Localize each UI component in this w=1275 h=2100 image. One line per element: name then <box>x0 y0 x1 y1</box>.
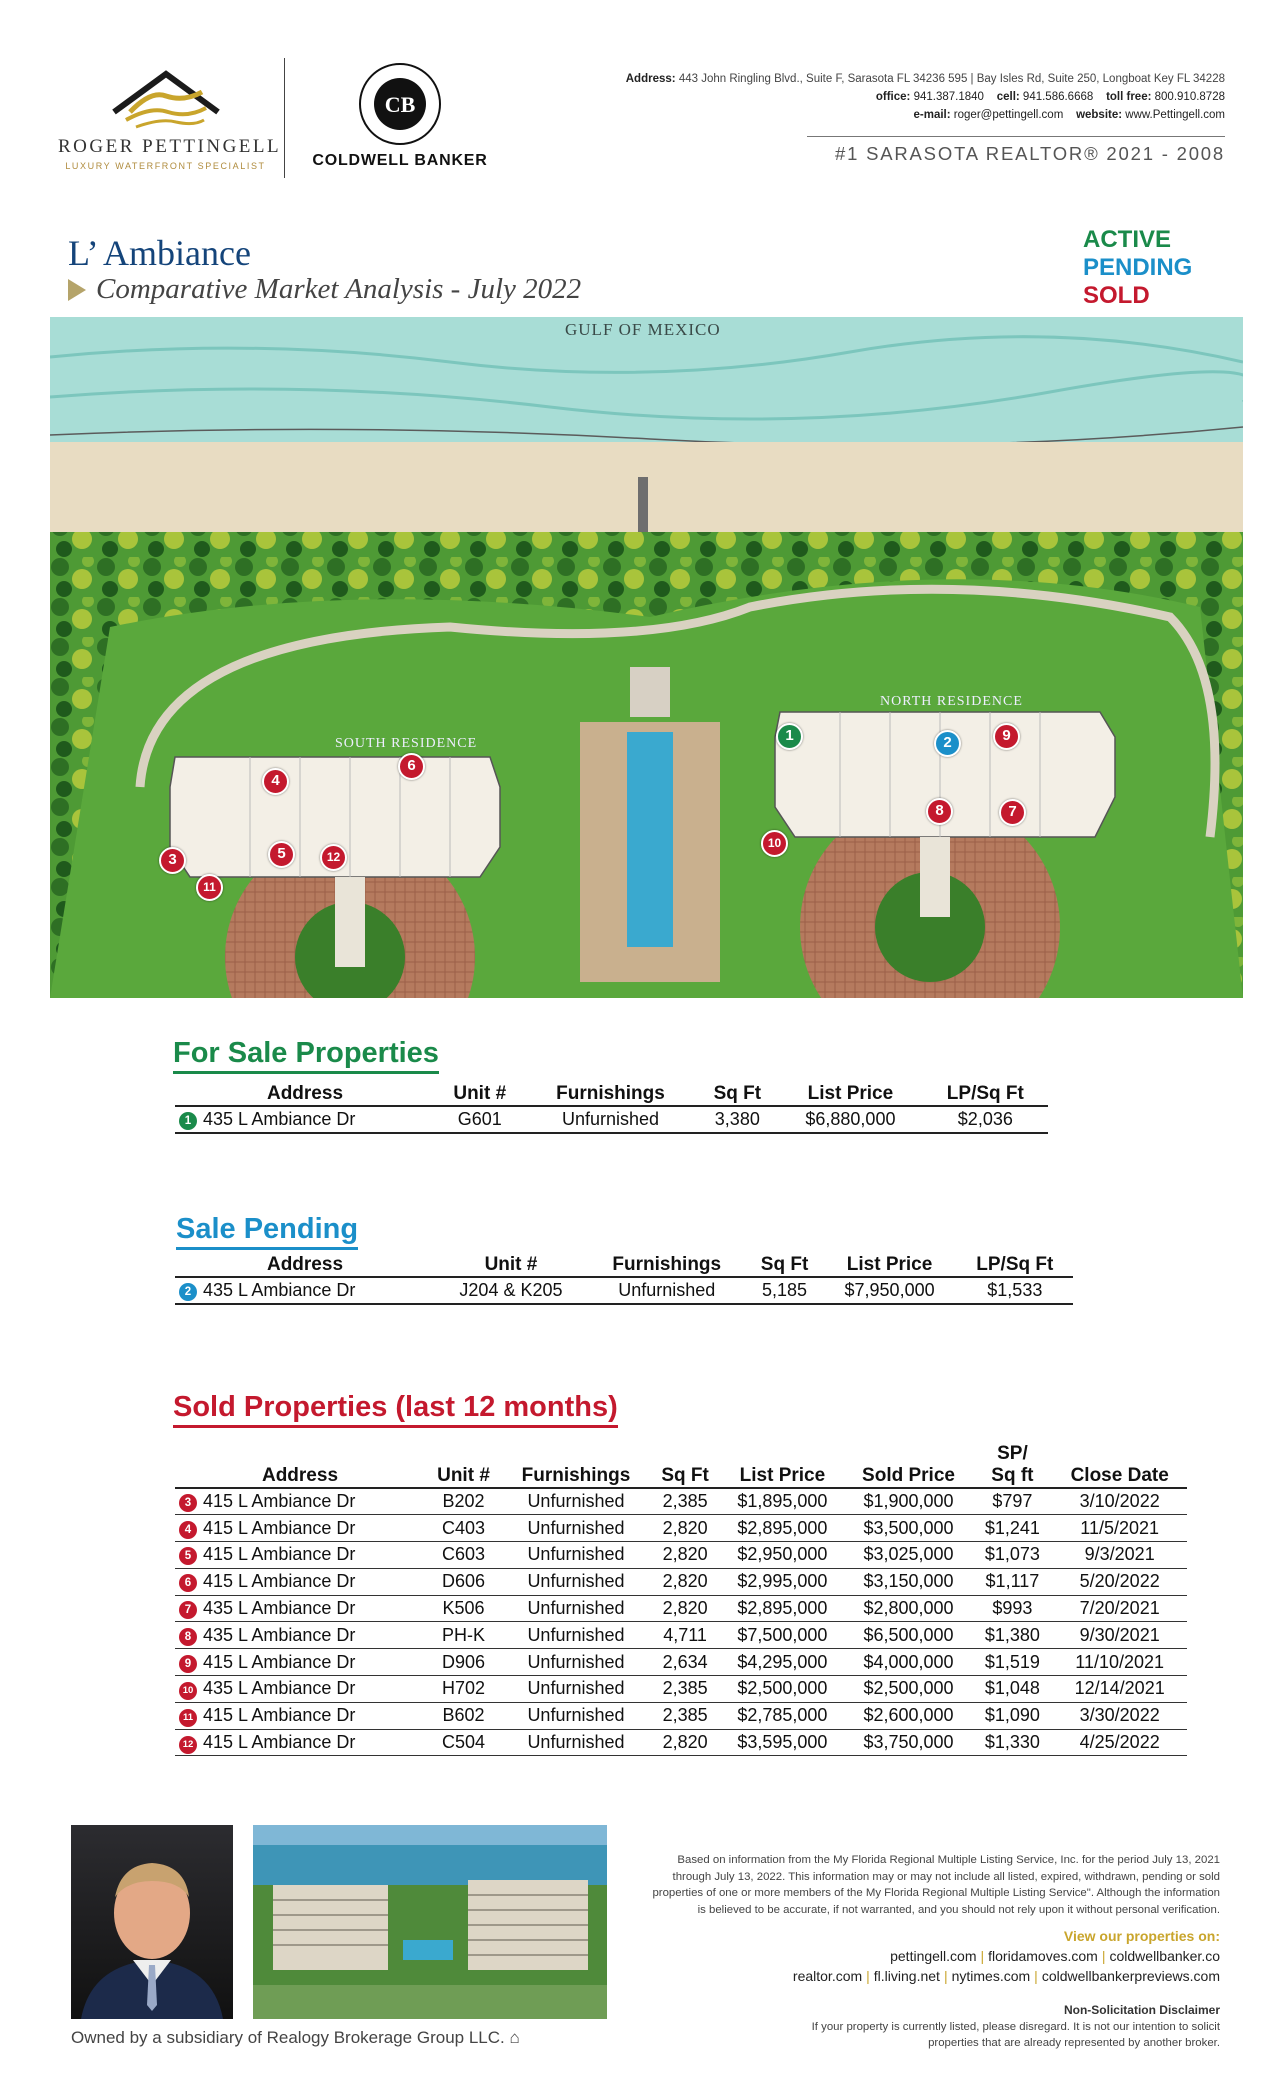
list-price-cell: $2,895,000 <box>737 1598 828 1619</box>
col-list-price: List Price <box>807 1083 894 1104</box>
close-date-cell: 5/20/2022 <box>1079 1571 1160 1592</box>
furnishings-cell: Unfurnished <box>527 1491 625 1512</box>
sold-price-cell: $4,000,000 <box>863 1651 954 1672</box>
status-number-badge: 2 <box>179 1283 197 1301</box>
unit-cell: C403 <box>441 1517 486 1538</box>
table-row[interactable] <box>175 1277 1073 1304</box>
property-links-row-1 <box>890 1948 1220 1964</box>
address-text: 435 L Ambiance Dr <box>203 1677 356 1698</box>
status-number-badge: 1 <box>179 1112 197 1130</box>
sold-price-cell: $2,600,000 <box>863 1705 954 1726</box>
sp-sqft-cell: $1,048 <box>984 1678 1040 1699</box>
sp-sqft-cell: $1,380 <box>984 1624 1040 1645</box>
map-pin-2[interactable]: 2 <box>934 730 961 757</box>
table-row[interactable] <box>175 1729 1187 1756</box>
global-luxury-badge-icon <box>358 62 442 146</box>
address-cell <box>175 1277 435 1304</box>
sqft-cell: 4,711 <box>663 1624 707 1645</box>
sqft-cell: 2,385 <box>662 1491 708 1512</box>
address-cell <box>175 1649 425 1676</box>
furnishings-cell: Unfurnished <box>527 1705 625 1726</box>
map-pin-8[interactable]: 8 <box>926 798 953 825</box>
website-link[interactable]: www.Pettingell.com <box>1125 109 1225 121</box>
close-date-cell: 11/10/2021 <box>1075 1651 1165 1672</box>
lp-sqft-cell: $1,533 <box>987 1280 1043 1300</box>
list-price-cell: $2,785,000 <box>737 1705 828 1726</box>
link-separator: | <box>980 1948 985 1964</box>
link-floridamoves[interactable]: floridamoves.com <box>988 1948 1098 1964</box>
legend-sold: SOLD <box>1083 282 1150 309</box>
website-label: website: <box>1076 109 1123 121</box>
legend-pending: PENDING <box>1083 254 1193 281</box>
list-price-cell: $7,500,000 <box>737 1624 828 1645</box>
address-text: 435 L Ambiance Dr <box>203 1109 356 1129</box>
sp-sqft-cell: $1,330 <box>984 1732 1040 1753</box>
table-header-row <box>175 1443 1187 1488</box>
address-text: 415 L Ambiance Dr <box>203 1731 356 1752</box>
logo-divider <box>284 58 285 178</box>
sqft-cell: 2,820 <box>662 1732 708 1753</box>
table-row[interactable] <box>175 1568 1187 1595</box>
sp-sqft-cell: $993 <box>992 1598 1033 1619</box>
unit-cell: H702 <box>441 1678 486 1699</box>
close-date-cell: 9/3/2021 <box>1084 1544 1155 1565</box>
list-price-cell: $2,895,000 <box>737 1517 828 1538</box>
furnishings-cell: Unfurnished <box>527 1517 625 1538</box>
sold-price-cell: $3,750,000 <box>863 1732 954 1753</box>
owned-by-label: Owned by a subsidiary of Realogy Brokerage Group LLC. <box>71 2028 505 2047</box>
sqft-cell: 2,820 <box>662 1517 708 1538</box>
sqft-cell: 2,385 <box>662 1705 708 1726</box>
col-close-date: Close Date <box>1070 1465 1169 1486</box>
for-sale-table <box>175 1083 1048 1134</box>
partner-name: COLDWELL BANKER <box>312 152 488 169</box>
col-lp-sqft: LP/Sq Ft <box>946 1083 1024 1104</box>
coldwell-banker-logo <box>300 62 500 182</box>
sold-properties-title: Sold Properties (last 12 months) <box>173 1391 618 1423</box>
col-unit: Unit # <box>484 1254 538 1275</box>
lp-sqft-cell: $2,036 <box>957 1109 1013 1129</box>
table-row[interactable] <box>175 1515 1187 1542</box>
col-sqft: Sq Ft <box>661 1465 709 1486</box>
close-date-cell: 11/5/2021 <box>1080 1517 1160 1538</box>
address-cell <box>175 1568 425 1595</box>
sp-sqft-cell: $1,117 <box>985 1571 1040 1592</box>
col-furnishings: Furnishings <box>612 1254 722 1275</box>
equal-housing-icon: ⌂ <box>509 2028 520 2047</box>
contact-block <box>525 70 1225 124</box>
link-realtor[interactable]: realtor.com <box>792 1968 863 1984</box>
for-sale-title: For Sale Properties <box>173 1037 439 1069</box>
table-header-row <box>175 1083 1048 1106</box>
furnishings-cell: Unfurnished <box>527 1571 625 1592</box>
unit-cell: D606 <box>441 1571 486 1592</box>
address-text: 415 L Ambiance Dr <box>203 1651 356 1672</box>
link-nytimes[interactable]: nytimes.com <box>951 1968 1031 1984</box>
furnishings-cell: Unfurnished <box>527 1598 625 1619</box>
table-row[interactable] <box>175 1622 1187 1649</box>
address-text: 435 L Ambiance Dr <box>203 1598 356 1619</box>
map-pin-12[interactable]: 12 <box>320 844 347 871</box>
col-address: Address <box>266 1254 344 1275</box>
address-text: 415 L Ambiance Dr <box>203 1517 356 1538</box>
table-row[interactable] <box>175 1542 1187 1569</box>
address-text: 443 John Ringling Blvd., Suite F, Sarasota FL 34236 595 | Bay Isles Rd, Suite 250, Longboat Key FL 34228 <box>678 73 1225 85</box>
address-cell <box>175 1622 425 1649</box>
address-cell <box>175 1515 425 1542</box>
tollfree-label: toll free: <box>1106 91 1152 103</box>
sale-pending-title: Sale Pending <box>176 1213 359 1245</box>
north-residence-label: NORTH RESIDENCE <box>880 694 1023 709</box>
subtitle-text: Comparative Market Analysis - July 2022 <box>96 273 582 305</box>
table-row[interactable] <box>175 1106 1048 1133</box>
col-sold-price: Sold Price <box>862 1465 955 1486</box>
list-price-cell: $7,950,000 <box>844 1280 935 1300</box>
table-row[interactable] <box>175 1649 1187 1676</box>
close-date-cell: 9/30/2021 <box>1079 1624 1160 1645</box>
sold-price-cell: $6,500,000 <box>863 1624 954 1645</box>
unit-cell: D906 <box>441 1651 486 1672</box>
status-number-badge: 10 <box>179 1682 197 1700</box>
close-date-cell: 7/20/2021 <box>1079 1598 1160 1619</box>
sp-sqft-cell: $1,241 <box>984 1517 1040 1538</box>
map-pin-4[interactable]: 4 <box>262 768 289 795</box>
address-cell <box>175 1488 425 1515</box>
link-coldwellbanker[interactable]: coldwellbanker.co <box>1109 1948 1220 1964</box>
address-text: 435 L Ambiance Dr <box>203 1280 356 1300</box>
unit-cell: K506 <box>442 1598 485 1619</box>
status-number-badge: 8 <box>179 1628 197 1646</box>
list-price-cell: $2,950,000 <box>737 1544 828 1565</box>
triangle-bullet-icon <box>68 279 86 301</box>
close-date-cell: 3/10/2022 <box>1079 1491 1160 1512</box>
list-price-cell: $2,500,000 <box>737 1678 828 1699</box>
col-sp-sqft-line1: SP/ <box>997 1443 1028 1464</box>
unit-cell: G601 <box>457 1109 502 1129</box>
address-cell <box>175 1595 425 1622</box>
list-price-cell: $2,995,000 <box>737 1571 828 1592</box>
col-sqft: Sq Ft <box>760 1254 809 1275</box>
col-list-price: List Price <box>846 1254 933 1275</box>
phone-line <box>525 88 1225 106</box>
address-cell <box>175 1676 425 1703</box>
col-unit: Unit # <box>453 1083 507 1104</box>
roof-wave-icon <box>106 62 226 132</box>
col-furnishings: Furnishings <box>521 1465 631 1486</box>
sold-properties-table <box>175 1443 1187 1756</box>
sqft-cell: 3,380 <box>714 1109 760 1129</box>
col-address: Address <box>266 1083 344 1104</box>
cell-phone[interactable]: 941.586.6668 <box>1022 91 1094 103</box>
nonsolicitation-title: Non-Solicitation Disclaimer <box>1063 2003 1220 2017</box>
list-price-cell: $1,895,000 <box>737 1491 828 1512</box>
sold-price-cell: $3,025,000 <box>863 1544 954 1565</box>
address-text: 415 L Ambiance Dr <box>203 1571 356 1592</box>
address-cell <box>175 1542 425 1569</box>
sale-pending-table <box>175 1254 1073 1305</box>
status-number-badge: 6 <box>179 1574 197 1592</box>
furnishings-cell: Unfurnished <box>527 1651 625 1672</box>
sqft-cell: 2,820 <box>662 1571 708 1592</box>
close-date-cell: 4/25/2022 <box>1079 1732 1160 1753</box>
col-furnishings: Furnishings <box>556 1083 665 1104</box>
address-text: 415 L Ambiance Dr <box>203 1491 356 1512</box>
status-legend <box>1083 226 1192 310</box>
unit-cell: J204 & K205 <box>459 1280 563 1300</box>
map-pin-6[interactable]: 6 <box>398 753 425 780</box>
link-separator: | <box>1101 1948 1106 1964</box>
office-label: office: <box>875 91 911 103</box>
link-separator: | <box>943 1968 948 1984</box>
furnishings-cell: Unfurnished <box>527 1732 625 1753</box>
address-cell <box>175 1702 425 1729</box>
furnishings-cell: Unfurnished <box>561 1109 660 1129</box>
brand-tagline: LUXURY WATERFRONT SPECIALIST <box>65 161 266 171</box>
map-pin-11[interactable]: 11 <box>196 874 223 901</box>
nonsolicitation-text: If your property is currently listed, please disregard. It is not our intention to solicit properties that are already represented by another broker. <box>811 2021 1220 2049</box>
table-row[interactable] <box>175 1676 1187 1703</box>
address-text: 415 L Ambiance Dr <box>203 1704 356 1725</box>
status-number-badge: 11 <box>179 1709 197 1727</box>
sqft-cell: 5,185 <box>762 1280 808 1300</box>
agent-photo <box>71 1825 233 2019</box>
status-number-badge: 12 <box>179 1736 197 1754</box>
email-link[interactable]: roger@pettingell.com <box>953 109 1064 121</box>
list-price-cell: $3,595,000 <box>737 1732 828 1753</box>
col-sp-sqft-line2: Sq ft <box>991 1465 1034 1486</box>
col-sqft: Sq Ft <box>713 1083 762 1104</box>
sold-price-cell: $2,500,000 <box>863 1678 954 1699</box>
sp-sqft-cell: $797 <box>992 1491 1033 1512</box>
address-text: 435 L Ambiance Dr <box>203 1624 356 1645</box>
link-pettingell[interactable]: pettingell.com <box>890 1948 977 1964</box>
sp-sqft-cell: $1,519 <box>984 1651 1040 1672</box>
table-row[interactable] <box>175 1595 1187 1622</box>
address-cell <box>175 1729 425 1756</box>
sp-sqft-cell: $1,090 <box>984 1705 1040 1726</box>
contact-divider <box>807 136 1225 137</box>
map-pin-7[interactable]: 7 <box>999 799 1026 826</box>
status-number-badge: 9 <box>179 1655 197 1673</box>
south-residence-label: SOUTH RESIDENCE <box>335 736 478 751</box>
sold-price-cell: $2,800,000 <box>863 1598 954 1619</box>
brand-name: ROGER PETTINGELL <box>58 136 282 157</box>
furnishings-cell: Unfurnished <box>527 1624 625 1645</box>
sqft-cell: 2,820 <box>662 1544 708 1565</box>
table-row[interactable] <box>175 1702 1187 1729</box>
close-date-cell: 12/14/2021 <box>1074 1678 1165 1699</box>
unit-cell: PH-K <box>442 1624 486 1645</box>
legend-active: ACTIVE <box>1083 226 1172 253</box>
status-number-badge: 4 <box>179 1521 197 1539</box>
cell-label: cell: <box>996 91 1020 103</box>
map-pin-5[interactable]: 5 <box>268 841 295 868</box>
address-label: Address: <box>625 73 676 85</box>
unit-cell: C504 <box>441 1732 486 1753</box>
status-number-badge: 7 <box>179 1601 197 1619</box>
map-pin-10[interactable]: 10 <box>761 830 788 857</box>
map-pin-1[interactable]: 1 <box>776 723 803 750</box>
col-list-price: List Price <box>739 1465 826 1486</box>
list-price-cell: $6,880,000 <box>805 1109 896 1129</box>
roger-pettingell-logo <box>58 62 282 182</box>
agent-portrait-icon <box>71 1825 233 2019</box>
col-unit: Unit # <box>437 1465 490 1486</box>
owned-by-text <box>71 2028 520 2048</box>
address-line <box>525 70 1225 88</box>
link-separator: | <box>866 1968 870 1984</box>
unit-cell: C603 <box>441 1544 486 1565</box>
sp-sqft-cell: $1,073 <box>984 1544 1040 1565</box>
property-links-row-2 <box>793 1968 1220 1984</box>
address-cell <box>175 1106 435 1133</box>
view-properties-label: View our properties on: <box>1063 1928 1220 1944</box>
status-number-badge: 5 <box>179 1547 197 1565</box>
furnishings-cell: Unfurnished <box>618 1280 716 1300</box>
page-subtitle <box>68 273 581 306</box>
ranking-text: #1 SARASOTA REALTOR® 2021 - 2008 <box>834 143 1225 164</box>
gulf-label: GULF OF MEXICO <box>565 320 721 339</box>
office-phone[interactable]: 941.387.1840 <box>913 91 984 103</box>
property-aerial-photo <box>253 1825 607 2019</box>
sold-price-cell: $1,900,000 <box>863 1491 954 1512</box>
link-cbpreviews[interactable]: coldwellbankerpreviews.com <box>1041 1968 1220 1984</box>
site-plan-map <box>50 317 1243 998</box>
furnishings-cell: Unfurnished <box>527 1544 625 1565</box>
sqft-cell: 2,820 <box>662 1598 708 1619</box>
status-number-badge: 3 <box>179 1494 197 1512</box>
list-price-cell: $4,295,000 <box>737 1651 828 1672</box>
col-address: Address <box>261 1465 339 1486</box>
table-row[interactable] <box>175 1488 1187 1515</box>
sqft-cell: 2,385 <box>662 1678 708 1699</box>
address-text: 415 L Ambiance Dr <box>203 1544 356 1565</box>
unit-cell: B602 <box>442 1705 485 1726</box>
close-date-cell: 3/30/2022 <box>1079 1705 1160 1726</box>
map-pin-9[interactable]: 9 <box>993 723 1020 750</box>
web-line <box>525 106 1225 124</box>
link-separator: | <box>1034 1968 1038 1984</box>
link-fl-living[interactable]: fl.living.net <box>873 1968 940 1984</box>
sold-price-cell: $3,500,000 <box>863 1517 954 1538</box>
svg-text:CB: CB <box>384 92 416 117</box>
mls-disclaimer: Based on information from the My Florida Regional Multiple Listing Service, Inc. for the period July 13, 2021 through July 13, 2022. This information may or may not include all listed, expired, withdrawn, pending or sold properties of one or more members of the My Florida Regional Multiple Listing Service". Although the information is believed to be accurate, if not warranted, and you should not rely upon it without personal verification. <box>652 1854 1220 1916</box>
tollfree-phone[interactable]: 800.910.8728 <box>1154 91 1225 103</box>
email-label: e-mail: <box>913 109 951 121</box>
table-header-row <box>175 1254 1073 1277</box>
col-sp-sqft <box>972 1443 1052 1488</box>
site-plan-illustration <box>50 317 1243 998</box>
map-pin-3[interactable]: 3 <box>159 847 186 874</box>
sold-price-cell: $3,150,000 <box>863 1571 954 1592</box>
col-lp-sqft: LP/Sq Ft <box>976 1254 1054 1275</box>
buildings-photo-icon <box>253 1825 607 2019</box>
furnishings-cell: Unfurnished <box>527 1678 625 1699</box>
unit-cell: B202 <box>442 1491 485 1512</box>
sqft-cell: 2,634 <box>662 1651 708 1672</box>
page-title: L’ Ambiance <box>68 233 251 273</box>
